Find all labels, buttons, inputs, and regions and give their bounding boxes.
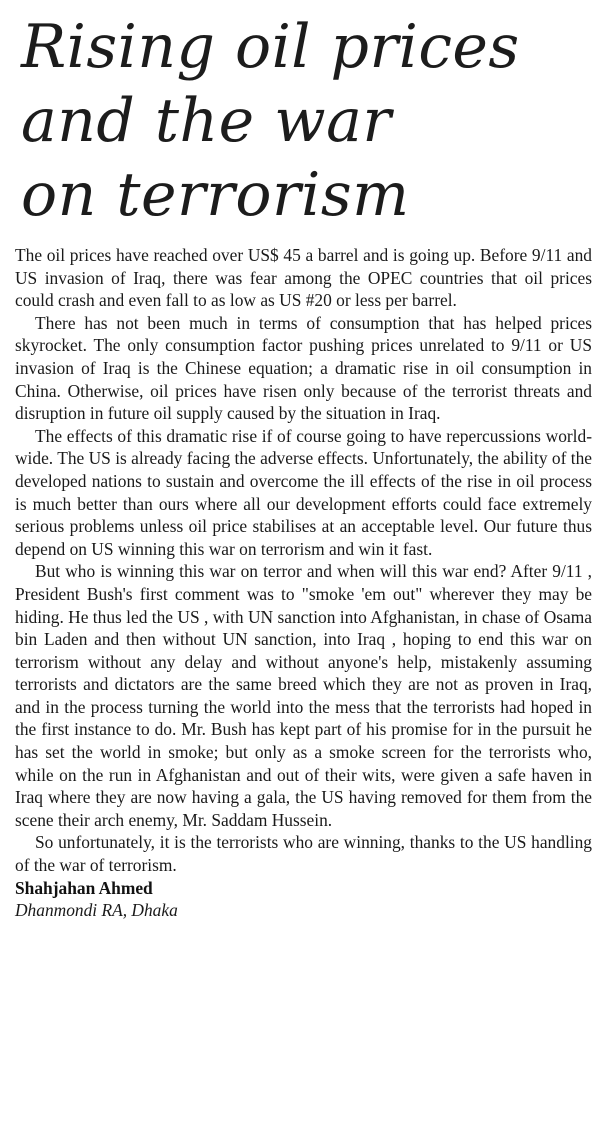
article-body — [15, 244, 592, 877]
article-paragraph: The effects of this dramatic rise if of course going to have repercussions world-wide. The US is already facing the adverse effects. Unfortunately, the ability of the developed nations to sustain and overcome the ill effects of the rise in oil process is much better than ours where all our development efforts could face extremely serious problems unless oil price stabilises at an acceptable level. Our future thus depend on US winning this war on terrorism and win it fast. — [15, 425, 592, 559]
headline-line: Rising oil prices — [21, 12, 520, 82]
headline — [21, 10, 592, 232]
article-paragraph: The oil prices have reached over US$ 45 a barrel and is going up. Before 9/11 and US invasion of Iraq, there was fear among the OPEC countries that oil prices could crash and even fall to as low as US #20 or less per barrel. — [15, 245, 592, 311]
author-name: Shahjahan Ahmed — [15, 877, 153, 898]
headline-line: on terrorism — [21, 160, 410, 230]
headline-line: and the war — [21, 86, 392, 156]
article-paragraph: So unfortunately, it is the terrorists who are winning, thanks to the US handling of the war of terrorism. — [15, 832, 592, 876]
article-paragraph: There has not been much in terms of consumption that has helped prices skyrocket. The only consumption factor pushing prices unrelated to 9/11 or US invasion of Iraq is the Chinese equation; a dramatic rise in oil consumption in China. Otherwise, oil prices have risen only because of the terrorist threats and disruption in future oil supply caused by the situation in Iraq. — [15, 312, 592, 424]
author-location: Dhanmondi RA, Dhaka — [15, 899, 178, 920]
signature — [15, 877, 592, 921]
article-paragraph: But who is winning this war on terror and when will this war end? After 9/11 , President Bush's first comment was to "smoke 'em out" wherever they may be hiding. He thus led the US , with UN sanction into Afghanistan, in chase of Osama bin Laden and then without UN sanction, into Iraq , hoping to end this war on terrorism without any delay and without anyone's help, mistakenly assuming terrorists and dictators are the same breed which they are not as proven in Iraq, and in the process turning the world into the mess that the terrorists had hoped in the first instance to do. Mr. Bush has kept part of his promise for in the pursuit he has set the world in smoke; but only as a smoke screen for the terrorists who, while on the run in Afghanistan and out of their wits, were given a safe haven in Iraq where they are now having a gala, the US having removed for them from the scene their arch enemy, Mr. Saddam Hussein. — [15, 561, 592, 830]
